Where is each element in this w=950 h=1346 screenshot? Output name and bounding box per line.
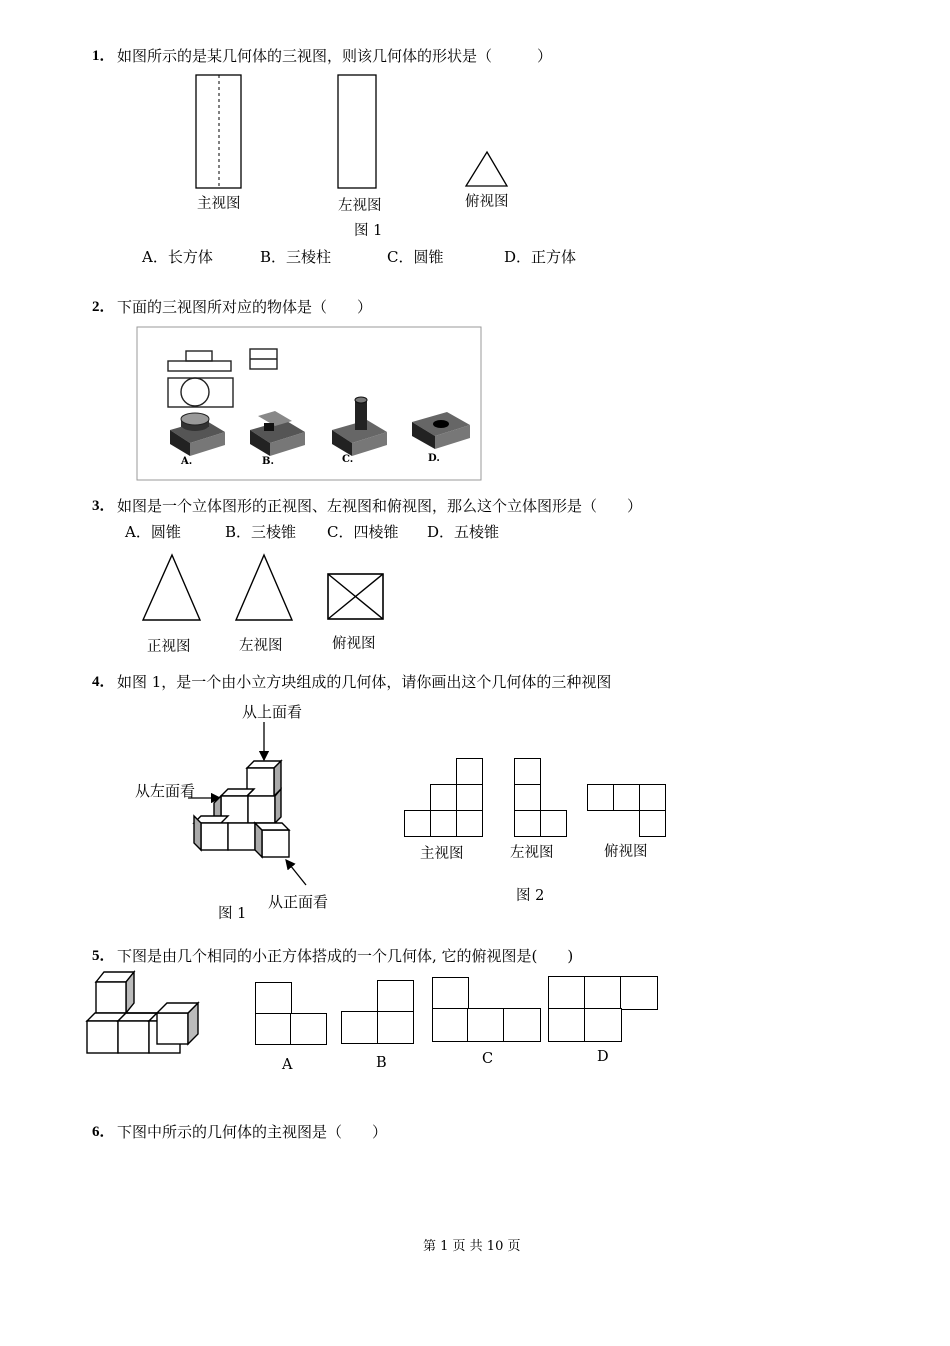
q5-text: 下图是由几个相同的小正方体搭成的一个几何体, 它的俯视图是( ): [117, 947, 574, 965]
q2-number: 2．: [92, 299, 115, 315]
q3-option-c: C．四棱锥: [327, 523, 399, 541]
q3-text: 如图是一个立体图形的正视图、左视图和俯视图，那么这个立体图形是（ ）: [117, 497, 643, 515]
q1-text: 如图所示的是某几何体的三视图，则该几何体的形状是（ ）: [117, 47, 553, 65]
q6-number: 6．: [92, 1124, 115, 1140]
q4-figure1-caption: 图 1: [218, 906, 247, 922]
q1-option-a: A．长方体: [142, 248, 213, 266]
q1-left-view-label: 左视图: [338, 198, 382, 214]
q2-label-b: B.: [262, 456, 274, 467]
q3-option-b: B．三棱锥: [225, 523, 297, 541]
q3-front-view-label: 正视图: [147, 639, 191, 655]
q1-option-b: B．三棱柱: [260, 248, 332, 266]
q2-label-d: D.: [428, 453, 440, 464]
q1-number: 1．: [92, 48, 115, 64]
q1-front-view-label: 主视图: [197, 196, 241, 212]
q4-from-front-label: 从正面看: [268, 893, 329, 911]
q4-left-view-label: 左视图: [510, 845, 554, 861]
q3-top-view-label: 俯视图: [332, 636, 376, 652]
q1-option-c: C．圆锥: [387, 248, 444, 266]
q4-main-view-label: 主视图: [420, 846, 464, 862]
q6-text: 下图中所示的几何体的主视图是（ ）: [117, 1123, 388, 1141]
q5-label-b: B: [376, 1055, 387, 1071]
q4-figure2-caption: 图 2: [516, 888, 545, 904]
q4-top-view-label: 俯视图: [604, 844, 648, 860]
q2-label-c: C.: [342, 454, 354, 465]
q5-label-a: A: [282, 1057, 293, 1073]
q3-option-a: A．圆锥: [125, 523, 181, 541]
q4-from-top-label: 从上面看: [242, 703, 303, 721]
q4-text: 如图 1，是一个由小立方块组成的几何体，请你画出这个几何体的三种视图: [117, 673, 612, 691]
q5-number: 5．: [92, 948, 115, 964]
q5-label-d: D: [597, 1049, 609, 1065]
q1-figure-caption: 图 1: [354, 223, 383, 239]
q5-label-c: C: [482, 1051, 494, 1067]
page-footer: 第 1 页 共 10 页: [423, 1239, 521, 1254]
q1-top-view-label: 俯视图: [465, 194, 509, 210]
q2-text: 下面的三视图所对应的物体是（ ）: [117, 298, 373, 316]
q3-number: 3．: [92, 498, 115, 514]
q1-option-d: D．正方体: [504, 248, 577, 266]
q3-option-d: D．五棱锥: [427, 523, 500, 541]
q3-left-view-label: 左视图: [239, 638, 283, 654]
q4-from-left-label: 从左面看: [135, 782, 196, 800]
q4-number: 4．: [92, 674, 115, 690]
q2-label-a: A.: [181, 456, 193, 467]
